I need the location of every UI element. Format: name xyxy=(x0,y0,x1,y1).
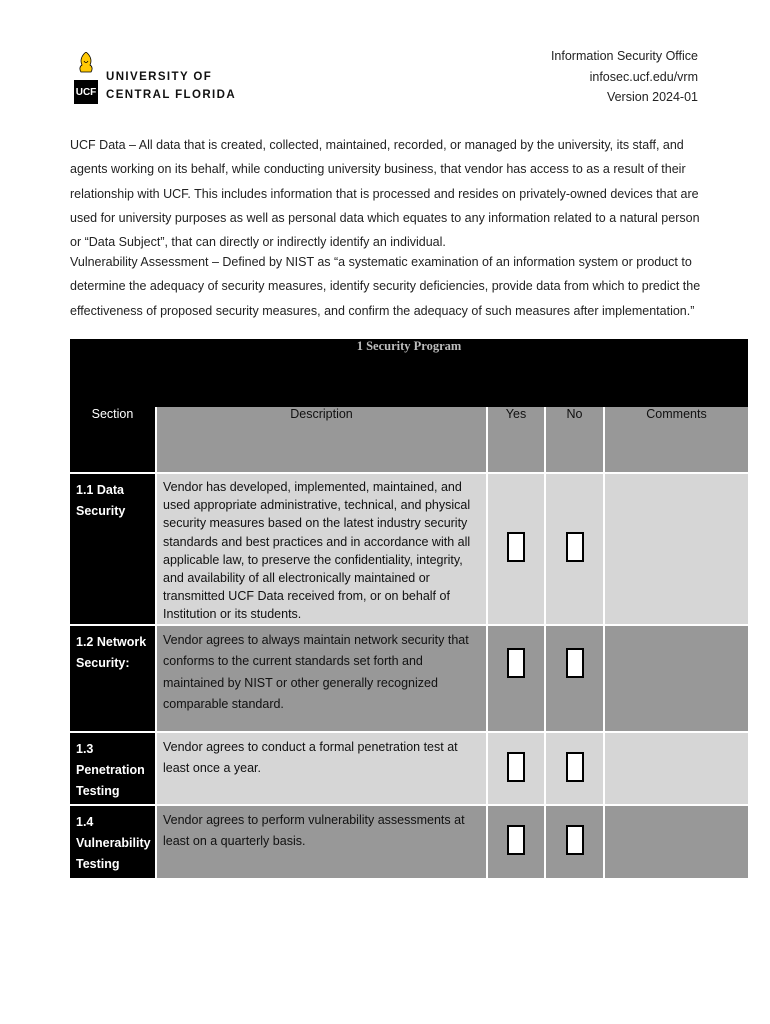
table-title: 1 Security Program xyxy=(70,339,748,407)
no-cell xyxy=(545,805,604,878)
header-description: Description xyxy=(156,407,487,473)
row-section: 1.1 Data Security xyxy=(70,473,156,625)
table-row xyxy=(70,625,748,732)
ucf-logo xyxy=(74,52,236,106)
university-name-line2: CENTRAL FLORIDA xyxy=(106,89,237,101)
row-description: Vendor agrees to always maintain network security that conforms to the current standards set forth and maintained by NIST or other generally recognized comparable standard. xyxy=(156,625,487,732)
row-description: Vendor agrees to conduct a formal penetration test at least once a year. xyxy=(156,732,487,805)
table-row xyxy=(70,805,748,878)
header-section: Section xyxy=(70,407,156,473)
yes-checkbox[interactable] xyxy=(507,825,525,855)
university-name xyxy=(106,68,236,104)
vulnerability-assessment-definition: Vulnerability Assessment – Defined by NIST as “a systematic examination of an information system or product to determine the adequacy of security measures, identify security deficiencies, provide data from which to predict the effectiveness of proposed security measures, and confirm the adequacy of such measures after implementation.” xyxy=(70,255,701,318)
university-name-line1: UNIVERSITY OF xyxy=(106,71,213,83)
no-cell xyxy=(545,732,604,805)
yes-checkbox[interactable] xyxy=(507,532,525,562)
ucf-logo-box: UCF xyxy=(74,80,98,104)
row-section: 1.2 Network Security: xyxy=(70,625,156,732)
comments-field[interactable] xyxy=(604,732,748,805)
security-program-table xyxy=(70,339,748,878)
yes-cell xyxy=(487,732,545,805)
no-checkbox[interactable] xyxy=(566,648,584,678)
table-header-row xyxy=(70,407,748,473)
no-checkbox[interactable] xyxy=(566,825,584,855)
comments-field[interactable] xyxy=(604,473,748,625)
row-description: Vendor has developed, implemented, maintained, and used appropriate administrative, technical, and physical security measures based on the latest industry security standards and best practices and in accordance with all applicable law, to preserve the confidentiality, integrity, and availability of all electronically maintained or transmitted UCF Data received from, or on behalf of Institution or its students. xyxy=(156,473,487,625)
no-cell xyxy=(545,473,604,625)
yes-checkbox[interactable] xyxy=(507,752,525,782)
yes-cell xyxy=(487,805,545,878)
pegasus-icon xyxy=(78,52,94,74)
table-row xyxy=(70,473,748,625)
header-yes: Yes xyxy=(487,407,545,473)
yes-cell xyxy=(487,625,545,732)
version-label: Version 2024-01 xyxy=(606,90,698,104)
ucf-logo-mark xyxy=(74,52,98,106)
no-checkbox[interactable] xyxy=(566,752,584,782)
header-no: No xyxy=(545,407,604,473)
yes-checkbox[interactable] xyxy=(507,648,525,678)
office-name: Information Security Office xyxy=(550,49,698,63)
comments-field[interactable] xyxy=(604,625,748,732)
office-url: infosec.ucf.edu/vrm xyxy=(589,69,698,84)
row-section: 1.4 Vulnerability Testing xyxy=(70,805,156,878)
header-comments: Comments xyxy=(604,407,748,473)
comments-field[interactable] xyxy=(604,805,748,878)
table-row xyxy=(70,732,748,805)
no-checkbox[interactable] xyxy=(566,532,584,562)
document-header xyxy=(551,46,698,108)
ucf-data-definition: UCF Data – All data that is created, collected, maintained, recorded, or managed by the university, its staff, and agents working on its behalf, while conducting university business, that vendor has access to as a result of their relationship with UCF. This includes information that is processed and resides on privately-owned devices that are used for university purposes as well as personal data which equates to any information related to a natural person or “Data Subject”, that can directly or indirectly identify an individual. xyxy=(70,138,700,250)
no-cell xyxy=(545,625,604,732)
row-section: 1.3 Penetration Testing xyxy=(70,732,156,805)
yes-cell xyxy=(487,473,545,625)
row-description: Vendor agrees to perform vulnerability assessments at least on a quarterly basis. xyxy=(156,805,487,878)
table-title-row xyxy=(70,339,748,407)
